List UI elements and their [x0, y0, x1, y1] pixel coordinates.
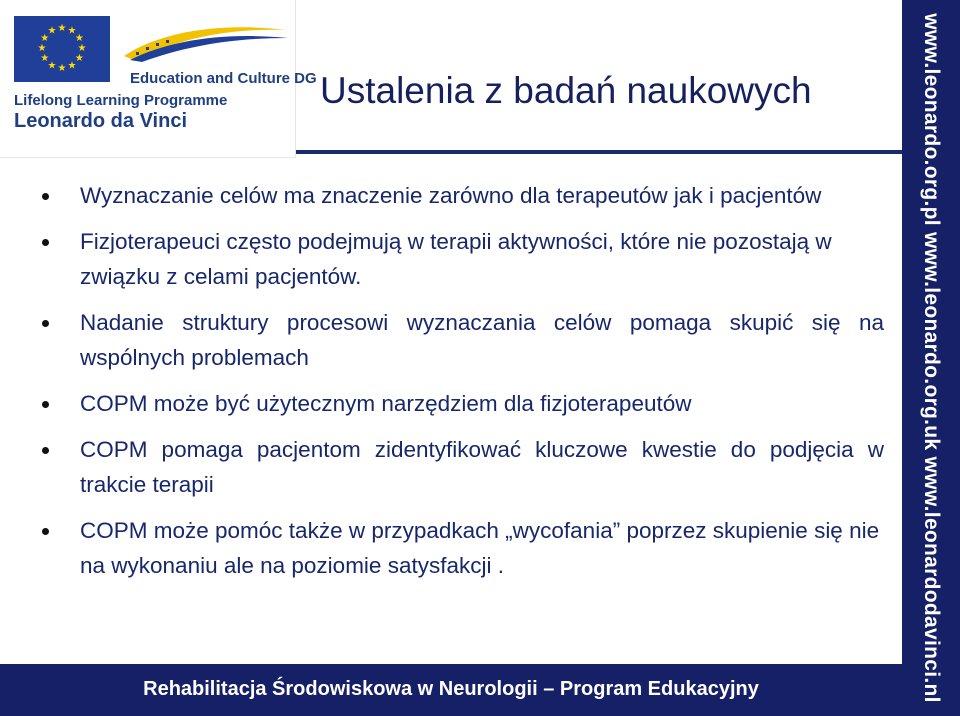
svg-text:★: ★	[74, 53, 84, 64]
bullet-list	[42, 178, 884, 594]
bullet-text: Fizjoterapeuci często podejmują w terapii aktywności, które nie pozostają w związku z celami pacjentów.	[80, 229, 832, 289]
footer-bar	[0, 664, 902, 716]
svg-text:★: ★	[67, 25, 77, 37]
svg-text:★: ★	[74, 33, 84, 44]
bullet-text: Wyznaczanie celów ma znaczenie zarówno dla terapeutów jak i pacjentów	[80, 183, 822, 208]
svg-text:★: ★	[77, 43, 87, 54]
bullet-text: Nadanie struktury procesowi wyznaczania celów pomaga skupić się na wspólnych problemach	[80, 310, 884, 370]
bullet-item	[42, 224, 884, 294]
logo-block	[0, 0, 317, 158]
bullet-icon	[42, 401, 49, 408]
programme-name: Leonardo da Vinci	[14, 110, 187, 132]
svg-text:★: ★	[57, 63, 67, 74]
footer-text: Rehabilitacja Środowiskowa w Neurologii – Program Edukacyjny	[143, 678, 759, 700]
bullet-icon	[42, 447, 49, 454]
eu-flag-icon	[14, 16, 110, 82]
svg-text:★: ★	[40, 33, 50, 44]
slide-title: Ustalenia z badań naukowych	[320, 70, 812, 111]
svg-text:★: ★	[40, 53, 50, 64]
svg-text:★: ★	[37, 43, 47, 54]
bullet-text: COPM pomaga pacjentom zidentyfikować kluczowe kwestie do podjęcia w trakcie terapii	[80, 437, 884, 497]
bullet-icon	[42, 528, 49, 535]
svg-text:★: ★	[47, 25, 57, 37]
bullet-item	[42, 513, 884, 583]
bullet-item	[42, 178, 884, 213]
bullet-item	[42, 432, 884, 502]
bullet-item	[42, 386, 884, 421]
sidebar-urls: www.leonardo.org.pl www.leonardo.org.uk www.leonardodavinci.nl	[920, 13, 943, 703]
title-divider	[296, 150, 902, 154]
svg-text:★: ★	[67, 60, 77, 72]
bullet-icon	[42, 193, 49, 200]
svg-text:★: ★	[47, 60, 57, 72]
dg-label: Education and Culture DG	[130, 70, 317, 87]
programme-label: Lifelong Learning Programme	[14, 92, 228, 109]
education-culture-logo-icon	[120, 22, 290, 64]
bullet-text: COPM może pomóc także w przypadkach „wycofania” poprzez skupienie się nie na wykonaniu ale na poziomie satysfakcji .	[80, 518, 880, 578]
bullet-icon	[42, 320, 49, 327]
bullet-text: COPM może być użytecznym narzędziem dla fizjoterapeutów	[80, 391, 692, 416]
sidebar-banner	[902, 0, 960, 716]
bullet-item	[42, 305, 884, 375]
svg-text:★: ★	[57, 23, 67, 34]
bullet-icon	[42, 239, 49, 246]
